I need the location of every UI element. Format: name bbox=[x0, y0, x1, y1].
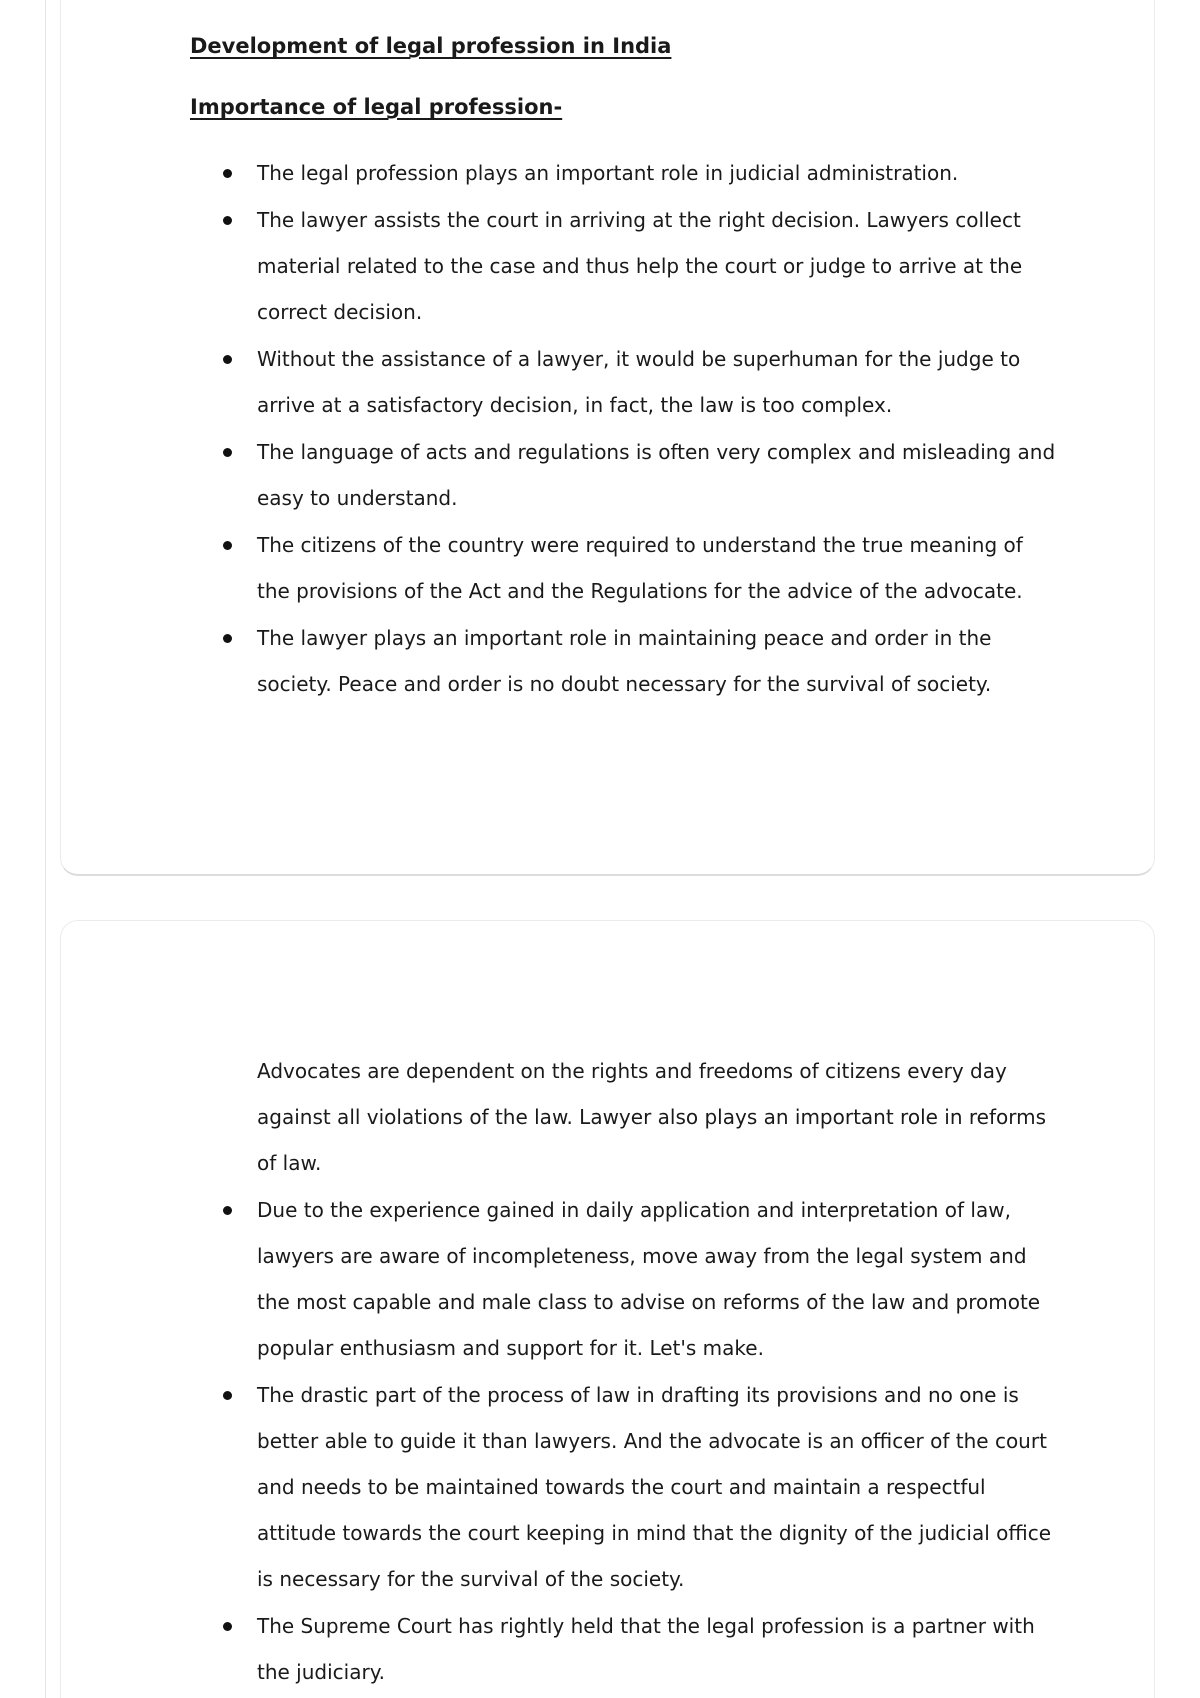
list-item-text: The lawyer plays an important role in maintaining peace and order in the society. Peace and order is no doubt necessary for the survival of society. bbox=[257, 626, 992, 696]
list-item bbox=[0, 615, 1057, 707]
list-item bbox=[0, 522, 1057, 614]
bullet-icon bbox=[223, 216, 232, 225]
list-item-text: Without the assistance of a lawyer, it would be superhuman for the judge to arrive at a satisfactory decision, in fact, the law is too complex. bbox=[257, 347, 1021, 417]
list-item-text: The language of acts and regulations is often very complex and misleading and easy to understand. bbox=[257, 440, 1056, 510]
list-item-text: The drastic part of the process of law in drafting its provisions and no one is better able to guide it than lawyers. And the advocate is an officer of the court and needs to be maintained towards the court and maintain a respectful attitude towards the court keeping in mind that the dignity of the judicial office is necessary for the survival of the society. bbox=[257, 1383, 1051, 1591]
bullet-icon bbox=[223, 169, 232, 178]
bullet-icon bbox=[223, 541, 232, 550]
list-item bbox=[0, 197, 1057, 335]
list-item-text: Due to the experience gained in daily application and interpretation of law, lawyers are aware of incompleteness, move away from the legal system and the most capable and male class to advise on reforms of the law and promote popular enthusiasm and support for it. Let's make. bbox=[257, 1198, 1041, 1360]
continuation-text: Advocates are dependent on the rights and freedoms of citizens every day against all violations of the law. Lawyer also plays an important role in reforms of law. bbox=[257, 1059, 1047, 1175]
bullet-icon bbox=[223, 1206, 232, 1215]
bullet-icon bbox=[223, 634, 232, 643]
list-item bbox=[0, 429, 1057, 521]
bullet-icon bbox=[223, 1391, 232, 1400]
list-item-text: The legal profession plays an important role in judicial administration. bbox=[257, 161, 959, 185]
continuation-paragraph bbox=[0, 1048, 1057, 1186]
section-heading: Importance of legal profession- bbox=[190, 95, 563, 119]
list-item-text: The Supreme Court has rightly held that the legal profession is a partner with the judiciary. bbox=[257, 1614, 1035, 1684]
list-item bbox=[0, 336, 1057, 428]
document-title: Development of legal profession in India bbox=[190, 34, 672, 58]
list-item-text: The citizens of the country were required to understand the true meaning of the provisions of the Act and the Regulations for the advice of the advocate. bbox=[257, 533, 1023, 603]
list-item bbox=[0, 1603, 1057, 1695]
list-item bbox=[0, 1372, 1057, 1602]
list-item-text: The lawyer assists the court in arriving at the right decision. Lawyers collect material related to the case and thus help the court or judge to arrive at the correct decision. bbox=[257, 208, 1023, 324]
list-item bbox=[0, 150, 1057, 196]
list-item bbox=[0, 1187, 1057, 1371]
bullet-icon bbox=[223, 448, 232, 457]
bullet-icon bbox=[223, 355, 232, 364]
bullet-icon bbox=[223, 1622, 232, 1631]
continuation-bullet-list bbox=[0, 1048, 1200, 1696]
importance-bullet-list bbox=[0, 150, 1200, 708]
